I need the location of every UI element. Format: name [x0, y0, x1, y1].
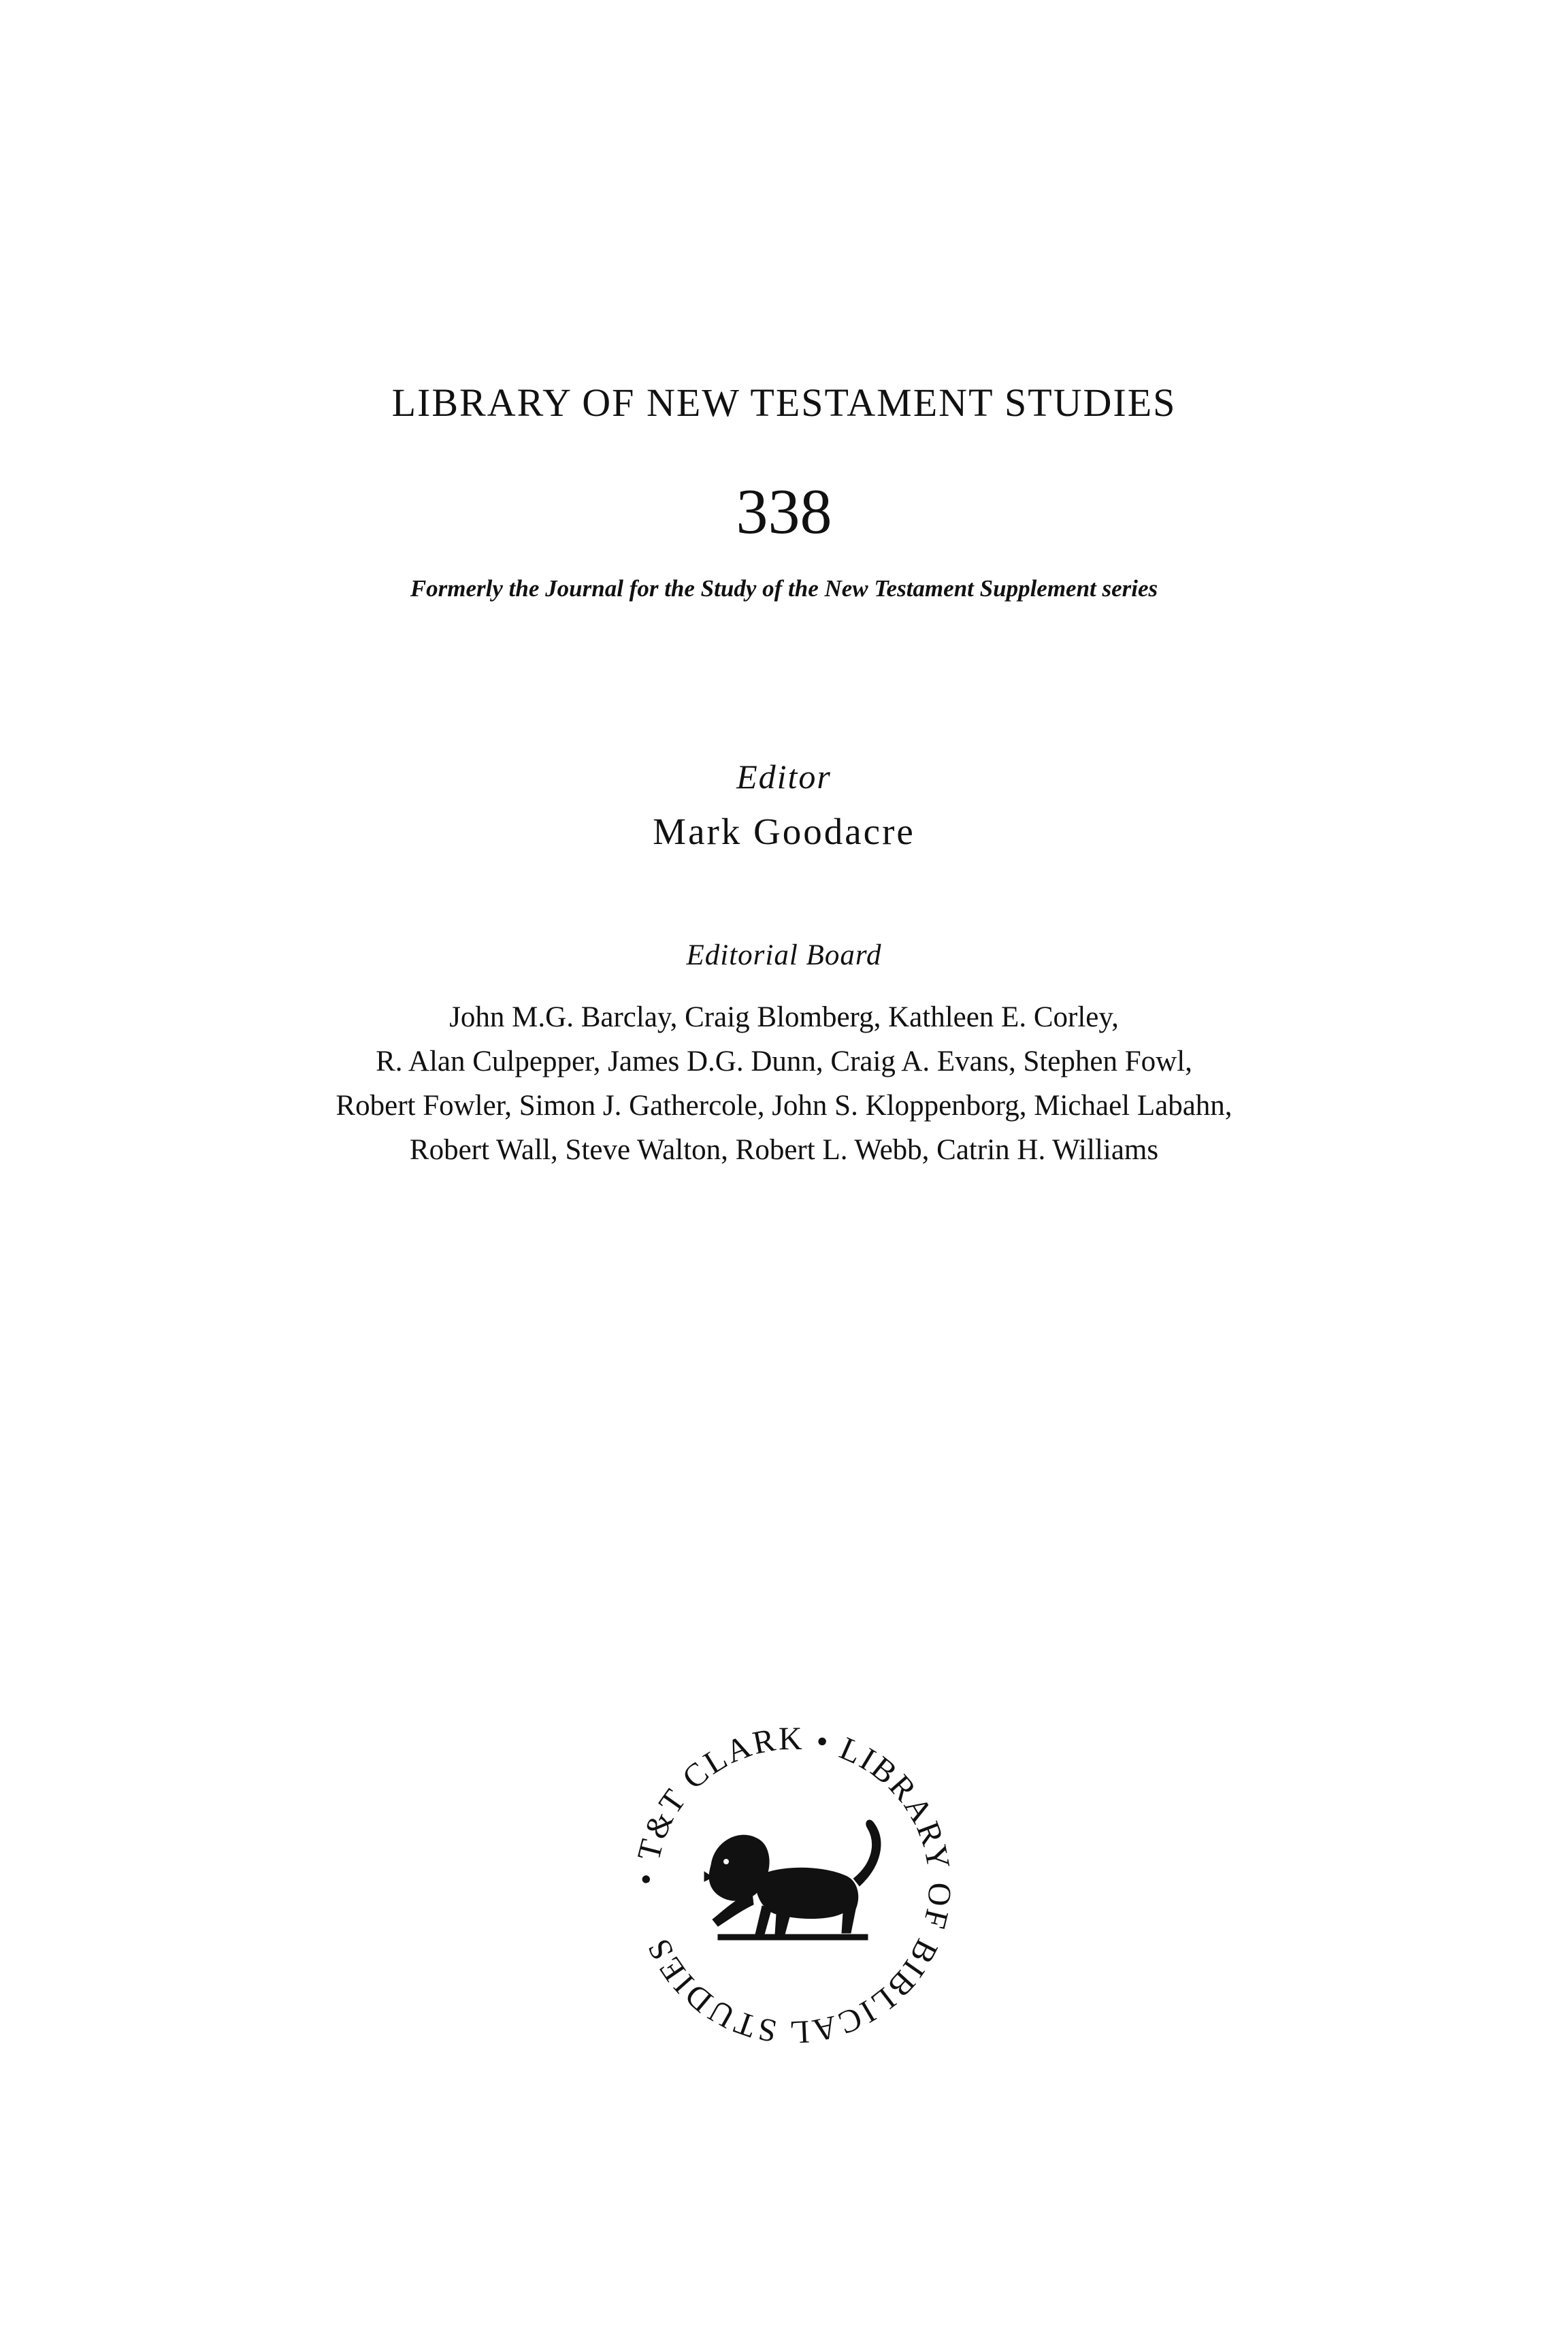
editorial-board-line: R. Alan Culpepper, James D.G. Dunn, Craig A. Evans, Stephen Fowl,	[376, 1045, 1192, 1077]
editorial-board-line: Robert Wall, Steve Walton, Robert L. Webb, Catrin H. Williams	[409, 1134, 1159, 1166]
editor-label: Editor	[736, 758, 832, 796]
seal-graphic	[616, 1708, 970, 2062]
editor-name: Mark Goodacre	[653, 811, 915, 852]
series-title: LIBRARY OF NEW TESTAMENT STUDIES	[391, 380, 1177, 425]
publisher-seal	[616, 1708, 970, 2062]
former-series-note: Formerly the Journal for the Study of the New Testament Supplement series	[410, 575, 1158, 602]
seal-ring-textpath: • T&T CLARK • LIBRARY OF BIBLICAL STUDIES	[627, 1720, 958, 2051]
editorial-board-line: Robert Fowler, Simon J. Gathercole, John S. Kloppenborg, Michael Labahn,	[336, 1090, 1232, 1122]
series-number: 338	[736, 476, 832, 547]
editorial-board-label: Editorial Board	[686, 939, 882, 971]
editorial-board-list	[0, 995, 1568, 1172]
lion-icon	[704, 1820, 880, 1940]
editorial-board-line: John M.G. Barclay, Craig Blomberg, Kathleen E. Corley,	[449, 1001, 1119, 1033]
